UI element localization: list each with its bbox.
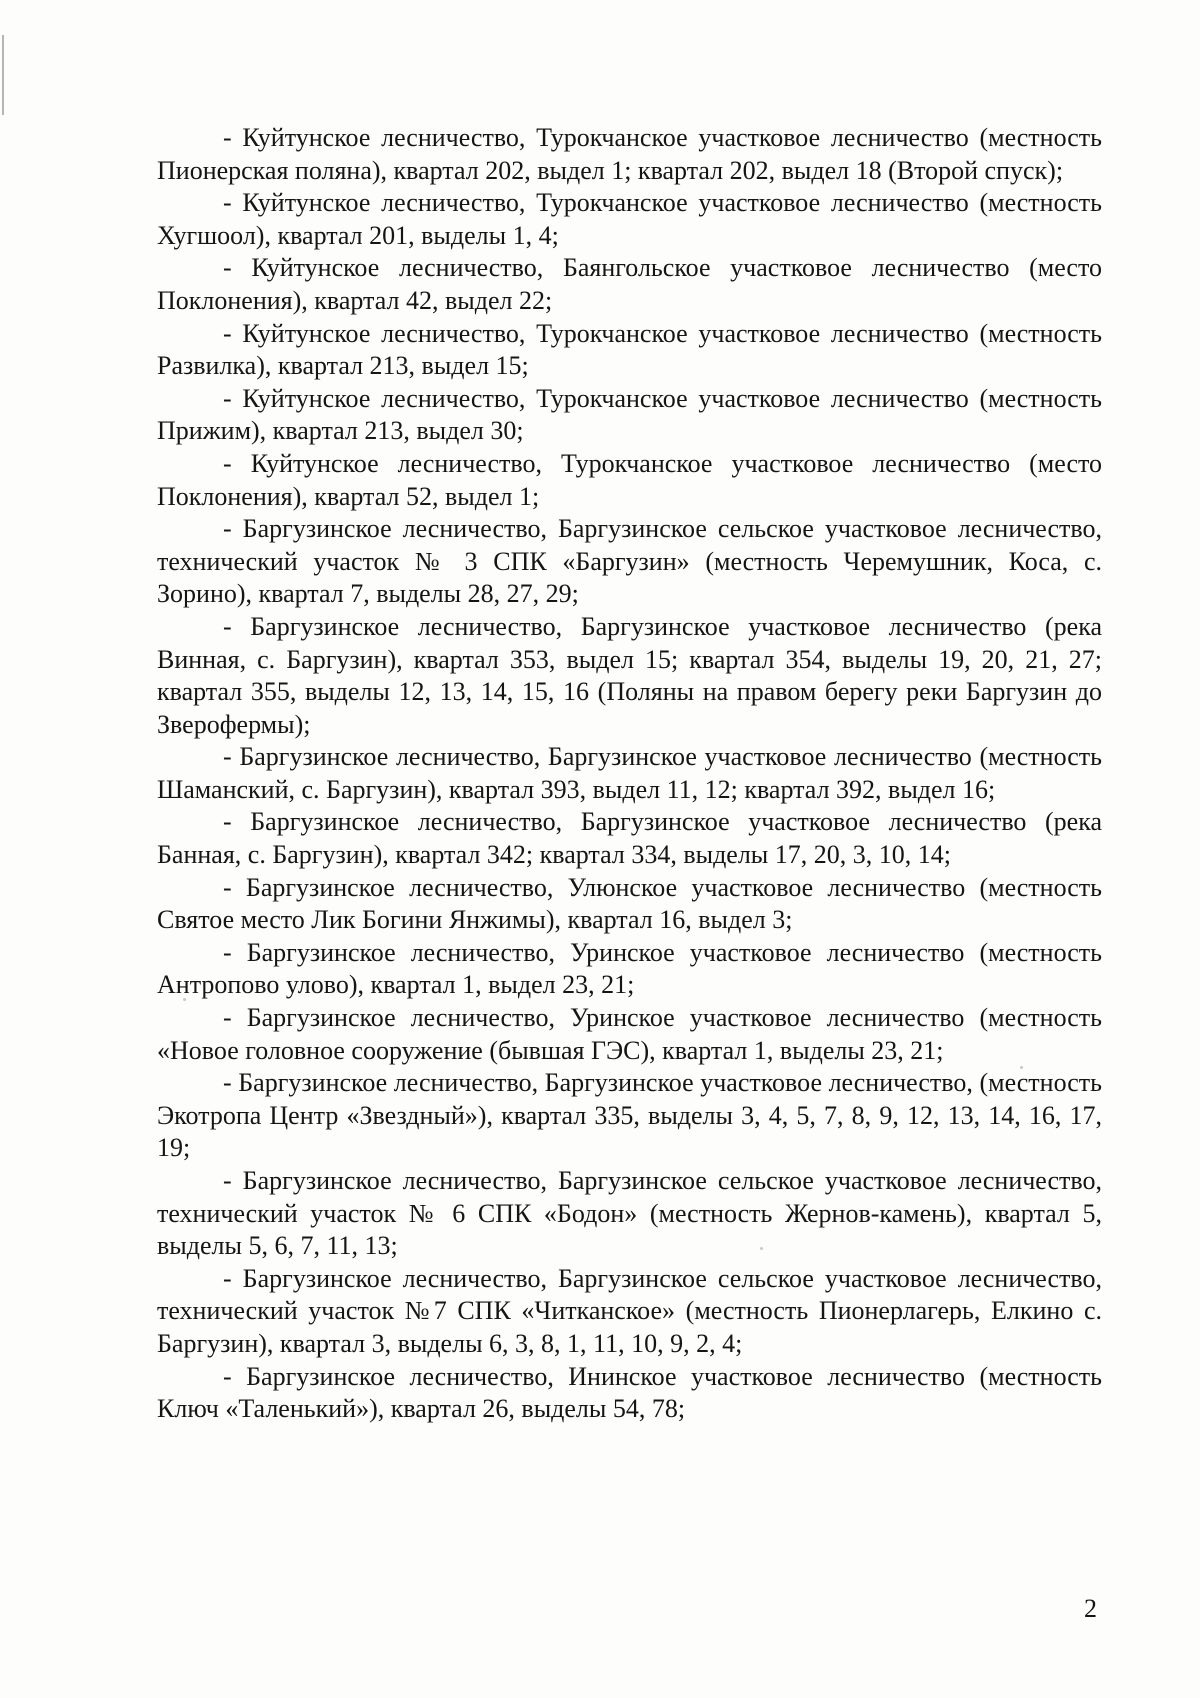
list-item: - Баргузинское лесничество, Уринское участковое лесничество (местность «Новое головное сооружение (бывшая ГЭС), квартал 1, выделы 23, 21; — [157, 1003, 1102, 1065]
list-item: - Баргузинское лесничество, Баргузинское участковое лесничество (местность Шаманский, с. Баргузин), квартал 393, выдел 11, 12; квартал 392, выдел 16; — [157, 742, 1102, 804]
list-item: - Баргузинское лесничество, Баргузинское сельское участковое лесничество, технический участок №7 СПК «Читканское» (местность Пионерлагерь, Елкино с. Баргузин), квартал 3, выделы 6, 3, 8, 1, 11, 10, 9, 2, 4; — [157, 1263, 1102, 1358]
document-body — [157, 122, 1102, 1426]
list-item: - Баргузинское лесничество, Баргузинское сельское участковое лесничество, технический участок № 6 СПК «Бодон» (местность Жернов-камень), квартал 5, выделы 5, 6, 7, 11, 13; — [157, 1166, 1102, 1261]
list-item: - Баргузинское лесничество, Улюнское участковое лесничество (местность Святое место Лик Богини Янжимы), квартал 16, выдел 3; — [157, 872, 1102, 935]
list-item: - Баргузинское лесничество, Баргузинское сельское участковое лесничество, технический участок № 3 СПК «Баргузин» (местность Черемушник, Коса, с. Зорино), квартал 7, выделы 28, 27, 29; — [157, 514, 1102, 609]
list-item: - Куйтунское лесничество, Турокчанское участковое лесничество (местность Прижим), квартал 213, выдел 30; — [157, 383, 1102, 446]
page-number: 2 — [1084, 1594, 1097, 1623]
list-item: - Куйтунское лесничество, Турокчанское участковое лесничество (местность Хугшоол), квартал 201, выделы 1, 4; — [157, 188, 1102, 250]
list-item: - Баргузинское лесничество, Баргузинское участковое лесничество, (местность Экотропа Центр «Звездный»), квартал 335, выделы 3, 4, 5, 7, 8, 9, 12, 13, 14, 16, 17, 19; — [157, 1068, 1102, 1163]
list-item: - Куйтунское лесничество, Баянгольское участковое лесничество (место Поклонения), квартал 42, выдел 22; — [157, 253, 1102, 315]
list-item: - Баргузинское лесничество, Баргузинское участковое лесничество (река Банная, с. Баргузин), квартал 342; квартал 334, выделы 17, 20, 3, 10, 14; — [157, 807, 1102, 870]
list-item: - Баргузинское лесничество, Ининское участковое лесничество (местность Ключ «Таленький»), квартал 26, выделы 54, 78; — [157, 1361, 1102, 1424]
list-item: - Куйтунское лесничество, Турокчанское участковое лесничество (местность Пионерская поляна), квартал 202, выдел 1; квартал 202, выдел 18 (Второй спуск); — [157, 123, 1102, 185]
list-item: - Баргузинское лесничество, Баргузинское участковое лесничество (река Винная, с. Баргузин), квартал 353, выдел 15; квартал 354, выделы 19, 20, 21, 27; квартал 355, выделы 12, 13, 14, 15, 16 (Поляны на правом берегу реки Баргузин до Зверофермы); — [157, 611, 1102, 739]
scan-edge-mark — [2, 35, 4, 115]
list-item: - Куйтунское лесничество, Турокчанское участковое лесничество (место Поклонения), квартал 52, выдел 1; — [157, 448, 1102, 511]
list-item: - Куйтунское лесничество, Турокчанское участковое лесничество (местность Развилка), квартал 213, выдел 15; — [157, 318, 1102, 381]
list-item: - Баргузинское лесничество, Уринское участковое лесничество (местность Антропово улово), квартал 1, выдел 23, 21; — [157, 937, 1102, 1000]
